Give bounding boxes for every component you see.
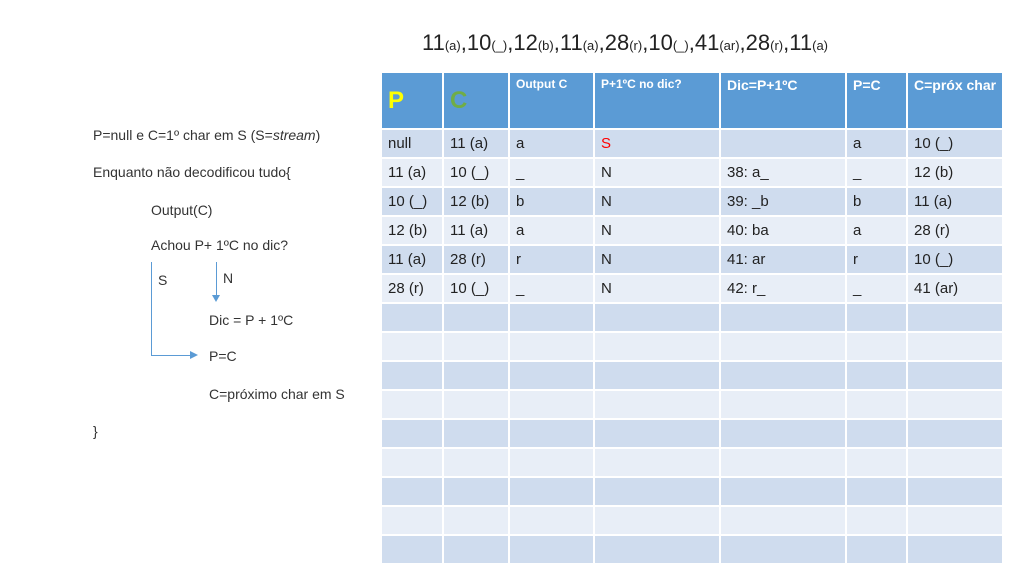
cell-empty (443, 390, 509, 419)
header-dic-entry: Dic=P+1ºC (720, 72, 846, 129)
sequence-symbol: (r) (629, 38, 643, 53)
cell-empty (443, 419, 509, 448)
cell-empty (907, 332, 1003, 361)
cell-p-equals-c: a (846, 216, 907, 245)
algo-output: Output(C) (151, 202, 213, 218)
cell-dic-entry: 41: ar (720, 245, 846, 274)
table-row-empty (381, 419, 1003, 448)
cell-empty (846, 303, 907, 332)
sequence-symbol: (b) (537, 38, 554, 53)
cell-p: 28 (r) (381, 274, 443, 303)
header-next-char: C=próx char (907, 72, 1003, 129)
no-branch-arrowhead (212, 295, 220, 302)
cell-dic-entry: 38: a_ (720, 158, 846, 187)
cell-empty (846, 332, 907, 361)
cell-in-dic: N (594, 216, 720, 245)
cell-output-c: _ (509, 158, 594, 187)
cell-empty (846, 506, 907, 535)
cell-empty (381, 419, 443, 448)
cell-empty (720, 506, 846, 535)
algo-init-end: ) (315, 127, 321, 143)
table-row (381, 245, 1003, 274)
cell-dic-entry (720, 129, 846, 158)
cell-empty (594, 477, 720, 506)
cell-p-equals-c: b (846, 187, 907, 216)
cell-empty (443, 303, 509, 332)
cell-empty (907, 303, 1003, 332)
algo-init-stream: stream (272, 127, 316, 143)
algo-loop: Enquanto não decodificou tudo{ (93, 164, 291, 180)
sequence-symbol: (a) (812, 38, 828, 53)
sequence-code: 12 (513, 30, 538, 55)
cell-next-char: 11 (a) (907, 187, 1003, 216)
cell-empty (907, 535, 1003, 564)
cell-empty (720, 535, 846, 564)
cell-output-c: a (509, 129, 594, 158)
cell-c: 28 (r) (443, 245, 509, 274)
cell-empty (846, 477, 907, 506)
cell-p-equals-c: a (846, 129, 907, 158)
cell-in-dic: N (594, 158, 720, 187)
cell-empty (594, 448, 720, 477)
cell-in-dic: N (594, 187, 720, 216)
table-row-empty (381, 303, 1003, 332)
sequence-code: 28 (604, 30, 630, 55)
table-row-empty (381, 535, 1003, 564)
yes-branch-arrowhead (190, 351, 198, 359)
header-c: C (443, 72, 509, 129)
sequence-code: 11 (422, 30, 445, 55)
algo-close: } (93, 423, 98, 439)
header-output-c: Output C (509, 72, 594, 129)
cell-empty (509, 303, 594, 332)
cell-p: 10 (_) (381, 187, 443, 216)
sequence-separator: , (642, 30, 649, 55)
cell-empty (907, 506, 1003, 535)
cell-empty (443, 361, 509, 390)
cell-empty (509, 361, 594, 390)
cell-dic-entry: 39: _b (720, 187, 846, 216)
algo-init (93, 127, 320, 143)
cell-empty (381, 332, 443, 361)
cell-empty (594, 390, 720, 419)
cell-p-equals-c: r (846, 245, 907, 274)
cell-empty (594, 361, 720, 390)
table-row-empty (381, 477, 1003, 506)
cell-empty (907, 361, 1003, 390)
sequence-separator: , (739, 30, 746, 55)
cell-c: 10 (_) (443, 158, 509, 187)
cell-empty (381, 506, 443, 535)
cell-empty (594, 332, 720, 361)
cell-empty (907, 419, 1003, 448)
cell-empty (509, 535, 594, 564)
table-row (381, 274, 1003, 303)
no-branch-line (216, 262, 217, 296)
cell-output-c: r (509, 245, 594, 274)
cell-dic-entry: 42: r_ (720, 274, 846, 303)
table-row (381, 187, 1003, 216)
cell-empty (846, 361, 907, 390)
sequence-code: 11 (559, 30, 583, 55)
cell-p: 11 (a) (381, 158, 443, 187)
sequence-code: 28 (745, 30, 771, 55)
sequence-symbol: (r) (770, 38, 784, 53)
cell-next-char: 10 (_) (907, 129, 1003, 158)
algo-init-text: P=null e C=1º char em S (S= (93, 127, 273, 143)
algorithm-panel (0, 0, 380, 576)
cell-next-char: 12 (b) (907, 158, 1003, 187)
cell-empty (907, 390, 1003, 419)
cell-p: 11 (a) (381, 245, 443, 274)
sequence-code: 10 (648, 30, 673, 55)
cell-empty (509, 390, 594, 419)
sequence-separator: , (507, 30, 514, 55)
cell-empty (509, 448, 594, 477)
table-row-empty (381, 390, 1003, 419)
cell-empty (846, 419, 907, 448)
cell-empty (509, 477, 594, 506)
cell-output-c: a (509, 216, 594, 245)
cell-empty (381, 477, 443, 506)
sequence-separator: , (688, 30, 695, 55)
cell-empty (907, 477, 1003, 506)
cell-empty (720, 448, 846, 477)
cell-p-equals-c: _ (846, 158, 907, 187)
table-row (381, 158, 1003, 187)
table-body (381, 129, 1003, 564)
cell-empty (846, 535, 907, 564)
cell-empty (381, 390, 443, 419)
algo-dic: Dic = P + 1ºC (209, 312, 294, 328)
header-p: P (381, 72, 443, 129)
cell-empty (381, 535, 443, 564)
sequence-separator: , (783, 30, 790, 55)
cell-empty (846, 448, 907, 477)
algo-yes-label: S (158, 272, 168, 288)
header-p-equals-c: P=C (846, 72, 907, 129)
sequence-code: 10 (466, 30, 492, 55)
cell-empty (846, 390, 907, 419)
table-row-empty (381, 448, 1003, 477)
cell-in-dic: N (594, 245, 720, 274)
sequence-separator: , (553, 30, 560, 55)
cell-empty (381, 448, 443, 477)
sequence-symbol: (ar) (719, 38, 740, 53)
sequence-code: 41 (694, 30, 720, 55)
algo-assign-p: P=C (209, 348, 237, 364)
cell-empty (594, 419, 720, 448)
cell-p: null (381, 129, 443, 158)
sequence-symbol: (a) (444, 38, 461, 53)
yes-branch-horizontal (151, 355, 191, 356)
cell-empty (720, 419, 846, 448)
cell-empty (594, 303, 720, 332)
cell-c: 11 (a) (443, 129, 509, 158)
table-row-empty (381, 361, 1003, 390)
lzw-decoding-table (380, 71, 1004, 565)
cell-empty (594, 506, 720, 535)
sequence-symbol: (_) (491, 38, 508, 53)
cell-empty (443, 477, 509, 506)
cell-empty (443, 332, 509, 361)
sequence-code: 11 (789, 30, 813, 55)
algo-next-c: C=próximo char em S (209, 386, 345, 402)
cell-empty (720, 477, 846, 506)
table-row (381, 129, 1003, 158)
cell-empty (720, 390, 846, 419)
algo-no-label: N (223, 270, 234, 286)
table-row-empty (381, 506, 1003, 535)
algo-check: Achou P+ 1ºC no dic? (151, 237, 289, 253)
cell-empty (509, 506, 594, 535)
table-header-row (381, 72, 1003, 129)
cell-empty (720, 361, 846, 390)
cell-empty (443, 506, 509, 535)
table-row-empty (381, 332, 1003, 361)
cell-next-char: 10 (_) (907, 245, 1003, 274)
cell-in-dic: S (594, 129, 720, 158)
cell-in-dic: N (594, 274, 720, 303)
cell-empty (720, 303, 846, 332)
sequence-separator: , (460, 30, 467, 55)
header-p-plus-c-in-dic: P+1ºC no dic? (594, 72, 720, 129)
cell-empty (907, 448, 1003, 477)
cell-empty (381, 303, 443, 332)
cell-output-c: _ (509, 274, 594, 303)
cell-output-c: b (509, 187, 594, 216)
cell-empty (720, 332, 846, 361)
cell-empty (381, 361, 443, 390)
cell-empty (443, 448, 509, 477)
sequence-symbol: (_) (672, 38, 689, 53)
table-row (381, 216, 1003, 245)
cell-p: 12 (b) (381, 216, 443, 245)
sequence-separator: , (598, 30, 605, 55)
cell-empty (509, 332, 594, 361)
cell-next-char: 41 (ar) (907, 274, 1003, 303)
cell-next-char: 28 (r) (907, 216, 1003, 245)
encoded-sequence (422, 30, 828, 56)
cell-empty (509, 419, 594, 448)
yes-branch-line (151, 262, 152, 355)
cell-c: 12 (b) (443, 187, 509, 216)
cell-p-equals-c: _ (846, 274, 907, 303)
cell-empty (443, 535, 509, 564)
cell-c: 10 (_) (443, 274, 509, 303)
sequence-symbol: (a) (582, 38, 599, 53)
cell-empty (594, 535, 720, 564)
cell-c: 11 (a) (443, 216, 509, 245)
cell-dic-entry: 40: ba (720, 216, 846, 245)
